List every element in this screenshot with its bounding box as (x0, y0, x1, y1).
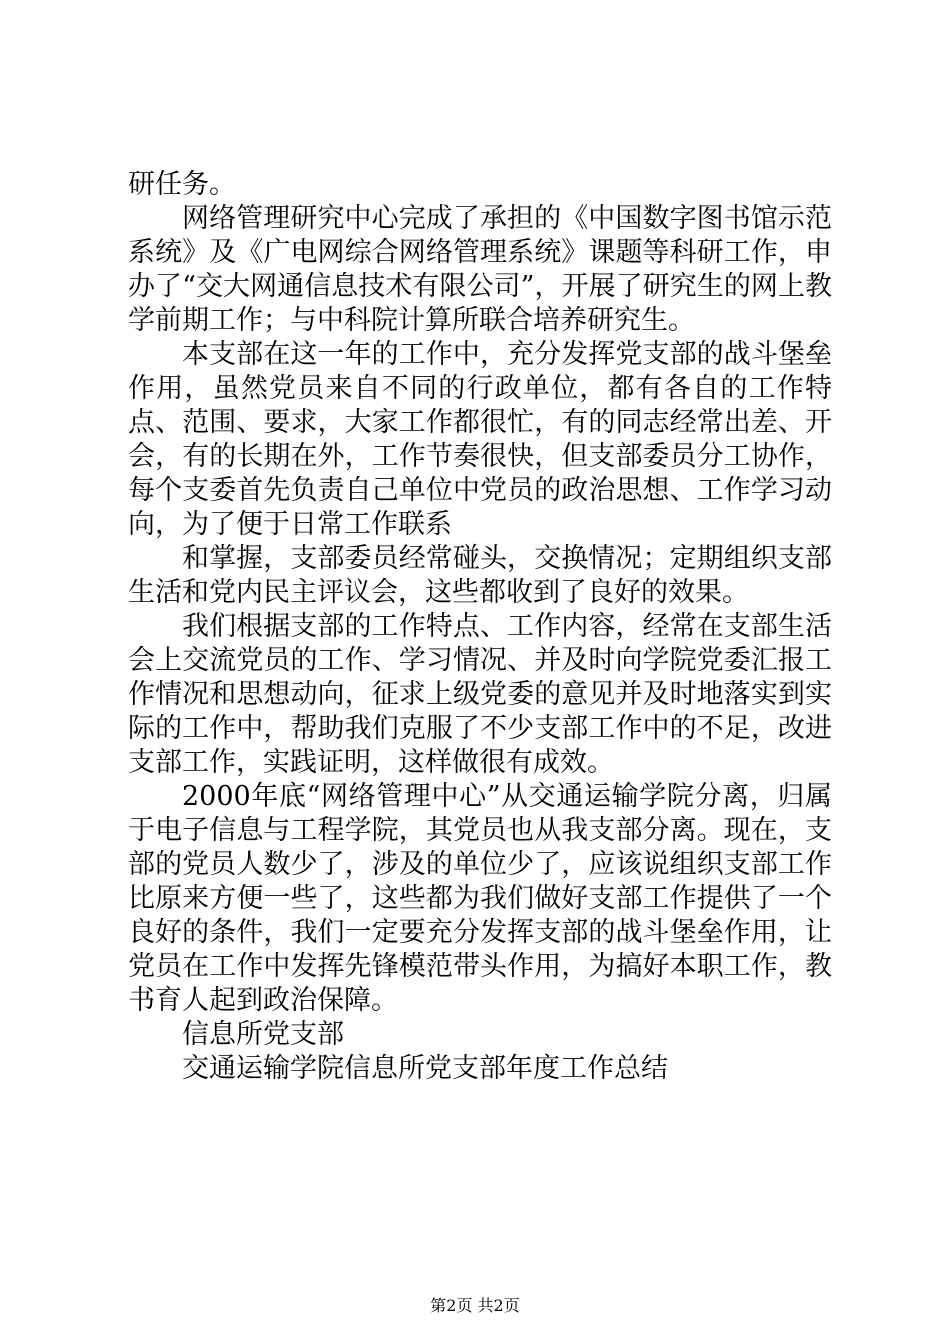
paragraph-network-center: 网络管理研究中心完成了承担的《中国数字图书馆示范系统》及《广电网综合网络管理系统》课题等科研工作，申办了“交大网通信息技术有限公司”，开展了研究生的网上教学前期工作；与中科院计算所联合培养研究生。 (128, 203, 832, 336)
document-title-line: 交通运输学院信息所党支部年度工作总结 (182, 1053, 668, 1084)
paragraph-branch-work: 本支部在这一年的工作中，充分发挥党支部的战斗堡垒作用，虽然党员来自不同的行政单位，都有各自的工作特点、范围、要求，大家工作都很忙，有的同志经常出差、开会，有的长期在外，工作节奏很快，但支部委员分工协作，每个支委首先负责自己单位中党员的政治思想、工作学习动向，为了便于日常工作联系 (128, 339, 832, 540)
paragraph-2000-separation: 2000年底“网络管理中心”从交通运输学院分离，归属于电子信息与工程学院，其党员也从我支部分离。现在，支部的党员人数少了，涉及的单位少了，应该说组织支部工作比原来方便一些了，这些都为我们做好支部工作提供了一个良好的条件，我们一定要充分发挥支部的战斗堡垒作用，让党员在工作中发挥先锋模范带头作用，为搞好本职工作，教书育人起到政治保障。 (128, 781, 832, 1016)
document-body (128, 168, 832, 1086)
signature-branch-name: 信息所党支部 (182, 1019, 344, 1050)
paragraph-continuation: 研任务。 (128, 169, 236, 200)
paragraph-exchange: 我们根据支部的工作特点、工作内容，经常在支部生活会上交流党员的工作、学习情况、并及时向学院党委汇报工作情况和思想动向，征求上级党委的意见并及时地落实到实际的工作中，帮助我们克服了不少支部工作中的不足，改进支部工作，实践证明，这样做很有成效。 (128, 611, 832, 778)
paragraph-committee-meetings: 和掌握，支部委员经常碰头，交换情况；定期组织支部生活和党内民主评议会，这些都收到了良好的效果。 (128, 543, 832, 608)
page-number-footer: 第2页 共2页 (430, 1296, 520, 1315)
